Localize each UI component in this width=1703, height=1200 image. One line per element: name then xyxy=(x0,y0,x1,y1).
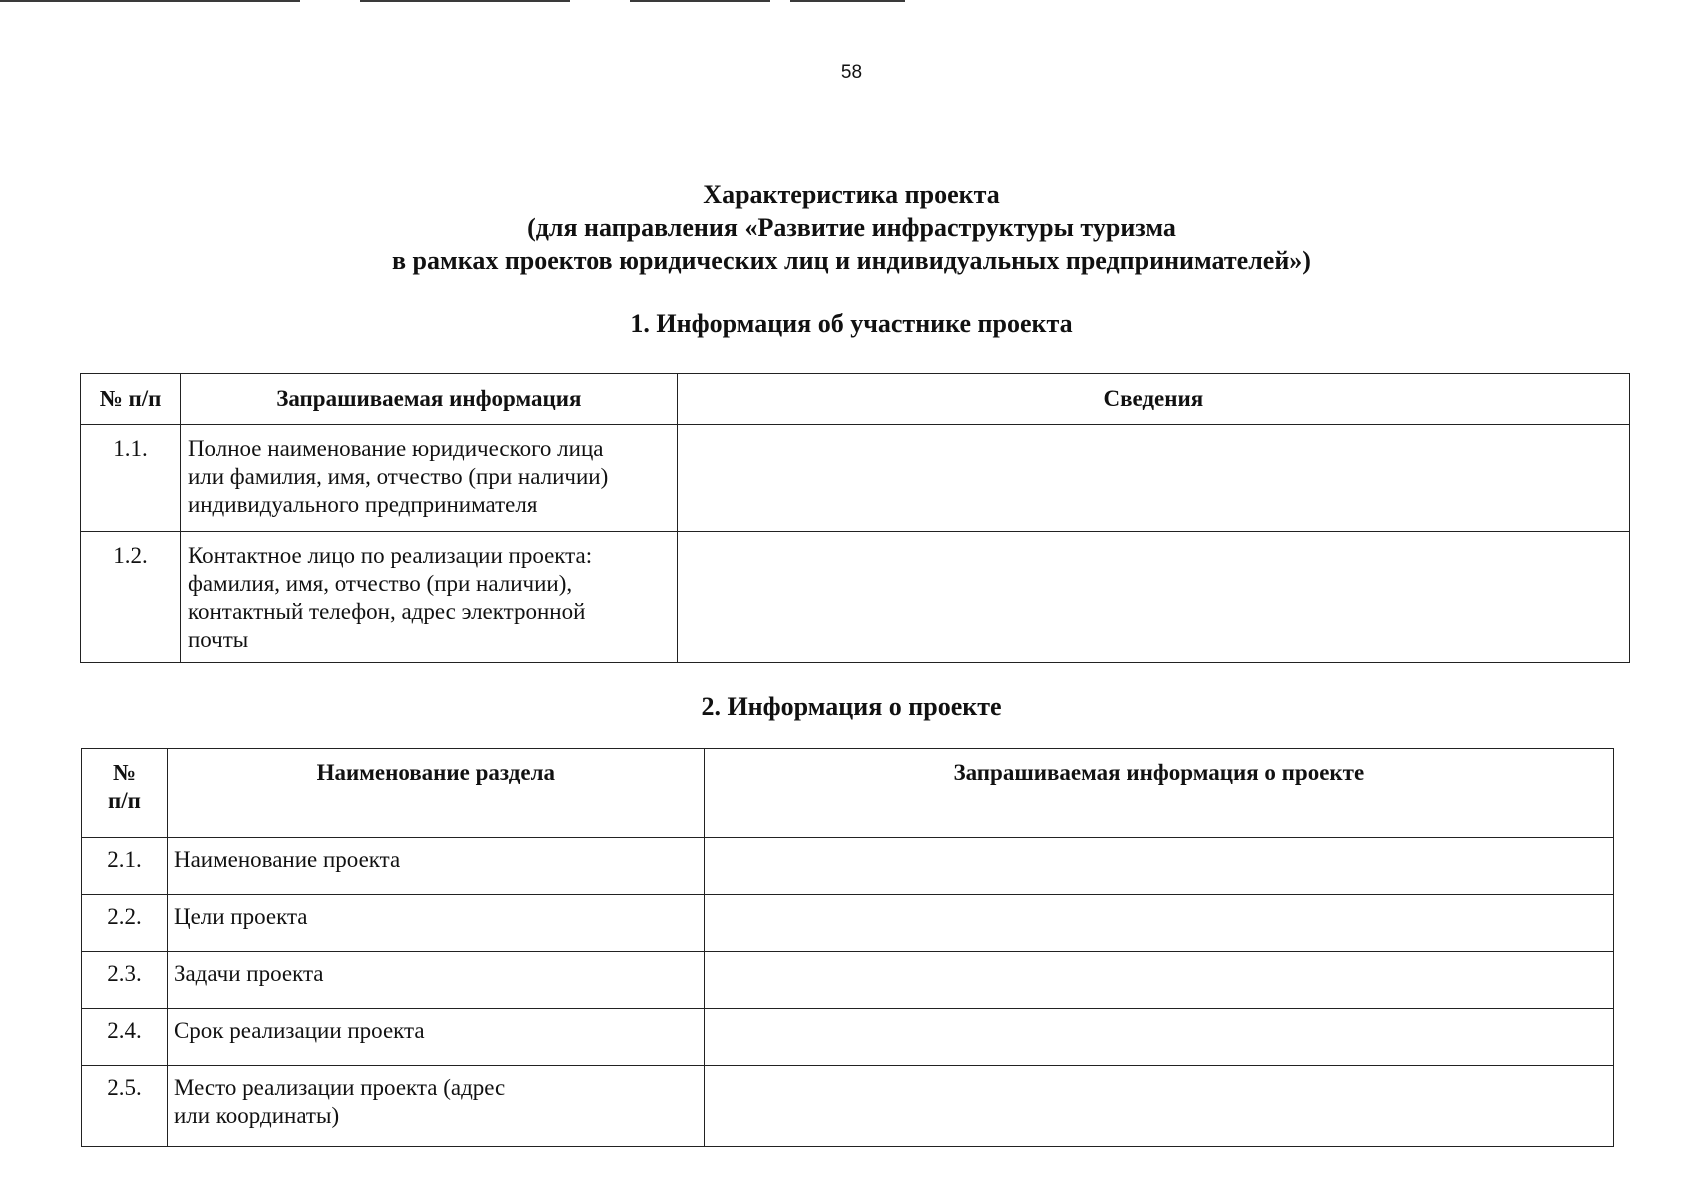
table-row xyxy=(82,838,1614,895)
row-label xyxy=(167,838,704,895)
table-row xyxy=(81,532,1630,663)
title-line-3: в рамках проектов юридических лиц и индивидуальных предпринимателей») xyxy=(392,246,1311,275)
scan-edge-lines xyxy=(0,0,1703,4)
row-label-line: Наименование проекта xyxy=(173,847,401,872)
section-2-heading: 2. Информация о проекте xyxy=(701,692,1002,721)
table-row xyxy=(82,952,1614,1009)
row-value-cell xyxy=(704,952,1613,1009)
row-value-cell xyxy=(704,1066,1613,1147)
section-1-heading: 1. Информация об участнике проекта xyxy=(630,309,1073,338)
row-label xyxy=(180,425,677,532)
row-value-cell xyxy=(704,1009,1613,1066)
header-number xyxy=(82,749,168,838)
row-value-cell xyxy=(677,425,1629,532)
row-number: 2.1. xyxy=(82,838,168,895)
table-row xyxy=(82,1066,1614,1147)
participant-info-table xyxy=(80,373,1630,663)
row-number: 1.2. xyxy=(81,532,181,663)
row-label-line: контактный телефон, адрес электронной xyxy=(187,599,586,624)
title-line-1: Характеристика проекта xyxy=(703,180,1000,209)
table-row xyxy=(82,1009,1614,1066)
header-number: № п/п xyxy=(81,374,181,425)
row-label-line: почты xyxy=(187,627,249,652)
header-requested-info: Запрашиваемая информация xyxy=(180,374,677,425)
row-label xyxy=(167,895,704,952)
page-number: 58 xyxy=(840,62,863,83)
table-header-row xyxy=(81,374,1630,425)
row-label xyxy=(167,1009,704,1066)
row-number: 2.5. xyxy=(82,1066,168,1147)
title-line-2: (для направления «Развитие инфраструктуры туризма xyxy=(527,213,1176,242)
row-label xyxy=(167,1066,704,1147)
row-label-line: фамилия, имя, отчество (при наличии), xyxy=(187,571,573,596)
row-label-line: Цели проекта xyxy=(173,904,308,929)
row-label-line: или фамилия, имя, отчество (при наличии) xyxy=(187,464,609,489)
document-title xyxy=(0,178,1703,277)
row-label-line: Срок реализации проекта xyxy=(173,1018,425,1043)
row-label-line: Контактное лицо по реализации проекта: xyxy=(187,543,593,568)
row-value-cell xyxy=(704,838,1613,895)
row-number: 1.1. xyxy=(81,425,181,532)
row-number: 2.3. xyxy=(82,952,168,1009)
table-row xyxy=(82,895,1614,952)
header-details: Сведения xyxy=(677,374,1629,425)
row-label-line: Задачи проекта xyxy=(173,961,324,986)
row-label-line: Полное наименование юридического лица xyxy=(187,436,604,461)
project-info-table xyxy=(81,748,1614,1147)
row-value-cell xyxy=(704,895,1613,952)
row-label xyxy=(180,532,677,663)
table-row xyxy=(81,425,1630,532)
row-number: 2.2. xyxy=(82,895,168,952)
row-label-line: Место реализации проекта (адрес xyxy=(173,1075,506,1100)
row-number: 2.4. xyxy=(82,1009,168,1066)
row-value-cell xyxy=(677,532,1629,663)
header-requested-project-info: Запрашиваемая информация о проекте xyxy=(704,749,1613,838)
table-header-row xyxy=(82,749,1614,838)
row-label-line: или координаты) xyxy=(173,1103,340,1128)
header-number-line: п/п xyxy=(108,788,141,813)
row-label xyxy=(167,952,704,1009)
header-section-name: Наименование раздела xyxy=(167,749,704,838)
header-number-line: № xyxy=(112,760,137,785)
row-label-line: индивидуального предпринимателя xyxy=(187,492,538,517)
